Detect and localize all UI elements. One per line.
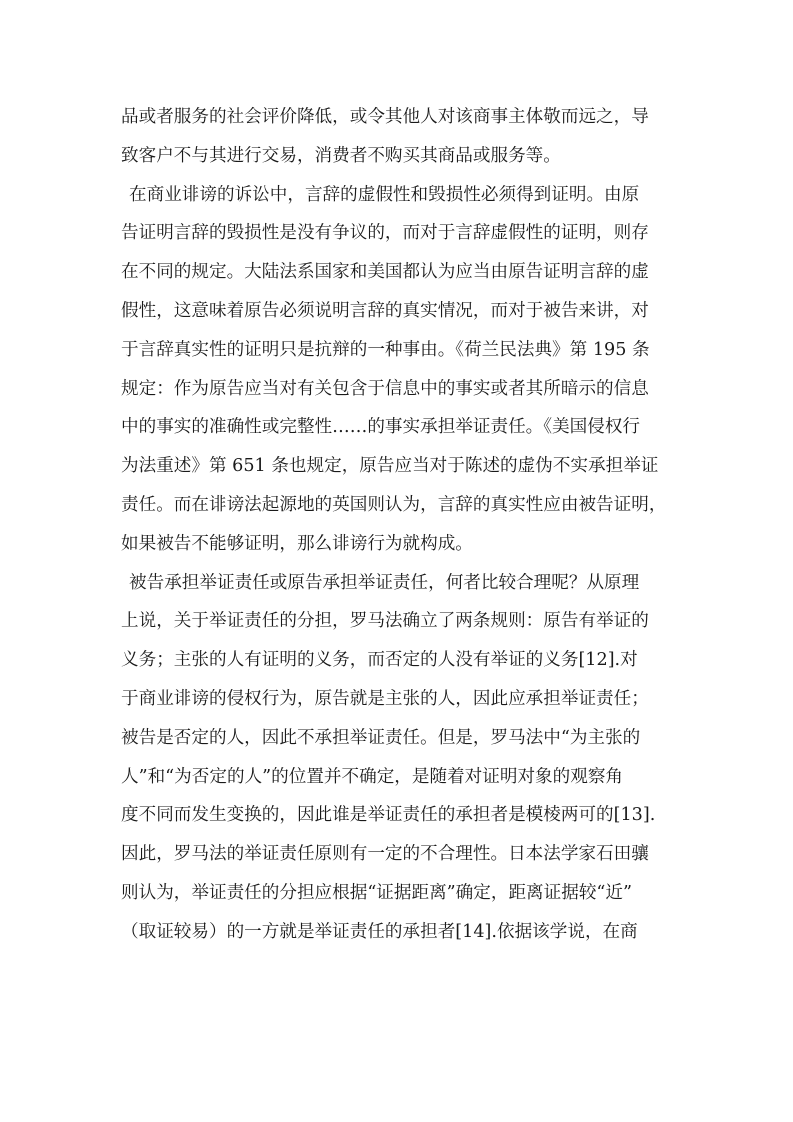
text-line: 被告是否定的人，因此不承担举证责任。但是，罗马法中“为主张的: [121, 727, 641, 748]
text-line: 责任。而在诽谤法起源地的英国则认为，言辞的真实性应由被告证明，: [121, 494, 667, 515]
text-line: 义务；主张的人有证明的义务，而否定的人没有举证的义务[12].对: [121, 650, 638, 671]
text-line: 度不同而发生变换的，因此谁是举证责任的承担者是模棱两可的[13].: [121, 805, 656, 826]
text-line: 在不同的规定。大陆法系国家和美国都认为应当由原告证明言辞的虚: [121, 262, 649, 283]
text-line: 规定：作为原告应当对有关包含于信息中的事实或者其所暗示的信息: [121, 378, 649, 399]
text-line: 假性，这意味着原告必须说明言辞的真实情况，而对于被告来讲，对: [121, 300, 649, 321]
paragraph-start-line: 被告承担举证责任或原告承担举证责任，何者比较合理呢？从原理: [129, 572, 640, 593]
text-line: 因此，罗马法的举证责任原则有一定的不合理性。日本法学家石田骧: [121, 844, 649, 865]
paragraph-start-line: 在商业诽谤的诉讼中，言辞的虚假性和毁损性必须得到证明。由原: [129, 184, 640, 205]
text-line: 于商业诽谤的侵权行为，原告就是主张的人，因此应承担举证责任；: [121, 688, 649, 709]
text-line: 为法重述》第 651 条也规定，原告应当对于陈述的虚伪不实承担举证: [121, 456, 659, 477]
text-line: 告证明言辞的毁损性是没有争议的，而对于言辞虚假性的证明，则存: [121, 223, 649, 244]
text-line: （取证较易）的一方就是举证责任的承担者[14].依据该学说，在商: [121, 921, 638, 942]
text-line: 则认为，举证责任的分担应根据“证据距离”确定，距离证据较“近”: [121, 882, 633, 903]
text-line: 品或者服务的社会评价降低，或令其他人对该商事主体敬而远之，导: [121, 107, 649, 127]
text-line: 上说，关于举证责任的分担，罗马法确立了两条规则：原告有举证的: [121, 611, 649, 632]
text-line: 致客户不与其进行交易，消费者不购买其商品或服务等。: [121, 145, 561, 166]
text-line: 如果被告不能够证明，那么诽谤行为就构成。: [121, 533, 473, 554]
text-line: 中的事实的准确性或完整性……的事实承担举证责任。《美国侵权行: [121, 417, 641, 438]
text-line: 于言辞真实性的证明只是抗辩的一种事由。《荷兰民法典》第 195 条: [121, 339, 650, 360]
body-text: [121, 98, 677, 952]
text-line: 人”和“为否定的人”的位置并不确定，是随着对证明对象的观察角: [121, 766, 624, 787]
